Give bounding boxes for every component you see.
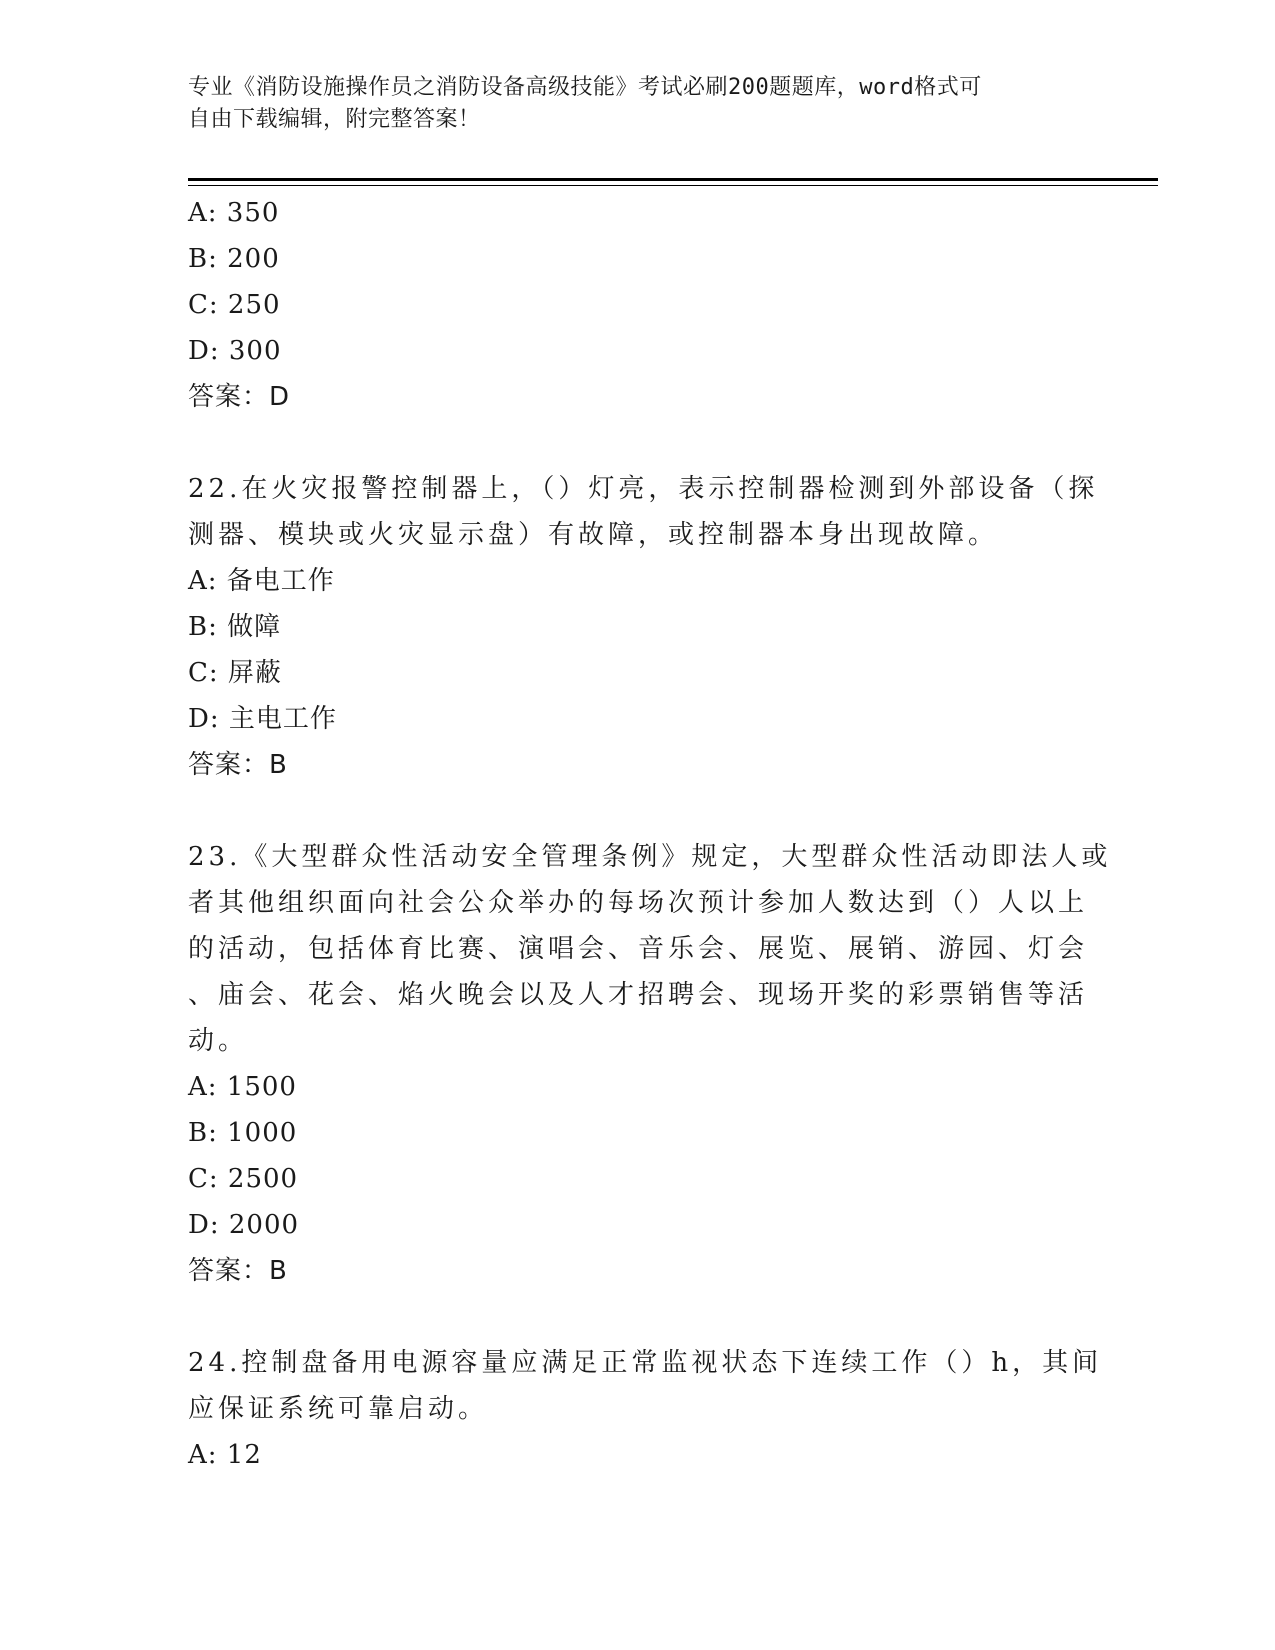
header-line-2: 自由下载编辑，附完整答案！ [188, 107, 481, 132]
question-24 [188, 1340, 1103, 1478]
option-a: A: 1500 [188, 1072, 297, 1102]
question-list [188, 190, 1112, 1478]
header-divider-thin [188, 185, 1158, 186]
question-stem-line: 、庙会、花会、焰火晚会以及人才招聘会、现场开奖的彩票销售等活 [188, 980, 1089, 1010]
question-stem-line: 测器、模块或火灾显示盘）有故障，或控制器本身出现故障。 [188, 520, 999, 550]
option-d: D: 2000 [188, 1210, 300, 1240]
option-b: B: 1000 [188, 1118, 298, 1148]
answer-label: 答案：B [188, 750, 288, 780]
question-stem-line: 动。 [188, 1026, 249, 1056]
option-d: D: 300 [188, 336, 282, 366]
option-b: B: 做障 [188, 612, 282, 642]
option-d: D: 主电工作 [188, 704, 337, 734]
option-b: B: 200 [188, 244, 280, 274]
option-a: A: 350 [188, 198, 280, 228]
question-stem-line: 应保证系统可靠启动。 [188, 1394, 489, 1424]
option-c: C: 250 [188, 290, 281, 320]
question-23 [188, 834, 1112, 1294]
answer-label: 答案：B [188, 1256, 288, 1286]
header-line-1: 专业《消防设施操作员之消防设备高级技能》考试必刷200题题库，word格式可 [188, 75, 982, 100]
question-stem-line: 23.《大型群众性活动安全管理条例》规定，大型群众性活动即法人或 [188, 842, 1112, 872]
question-stem-line: 24.控制盘备用电源容量应满足正常监视状态下连续工作（）h，其间 [188, 1348, 1103, 1378]
option-c: C: 2500 [188, 1164, 299, 1194]
question-stem-line: 者其他组织面向社会公众举办的每场次预计参加人数达到（）人以上 [188, 888, 1089, 918]
question-22 [188, 466, 1099, 788]
question-21 [188, 190, 1088, 420]
spacer [188, 1294, 1088, 1340]
header-divider-thick [188, 178, 1158, 181]
question-stem-line: 的活动，包括体育比赛、演唱会、音乐会、展览、展销、游园、灯会 [188, 934, 1089, 964]
option-a: A: 12 [188, 1440, 262, 1470]
answer-label: 答案：D [188, 382, 291, 412]
question-stem-line: 22.在火灾报警控制器上，（）灯亮，表示控制器检测到外部设备（探 [188, 474, 1099, 504]
option-a: A: 备电工作 [188, 566, 335, 596]
spacer [188, 788, 1088, 834]
document-header [188, 72, 1088, 136]
spacer [188, 420, 1088, 466]
option-c: C: 屏蔽 [188, 658, 282, 688]
